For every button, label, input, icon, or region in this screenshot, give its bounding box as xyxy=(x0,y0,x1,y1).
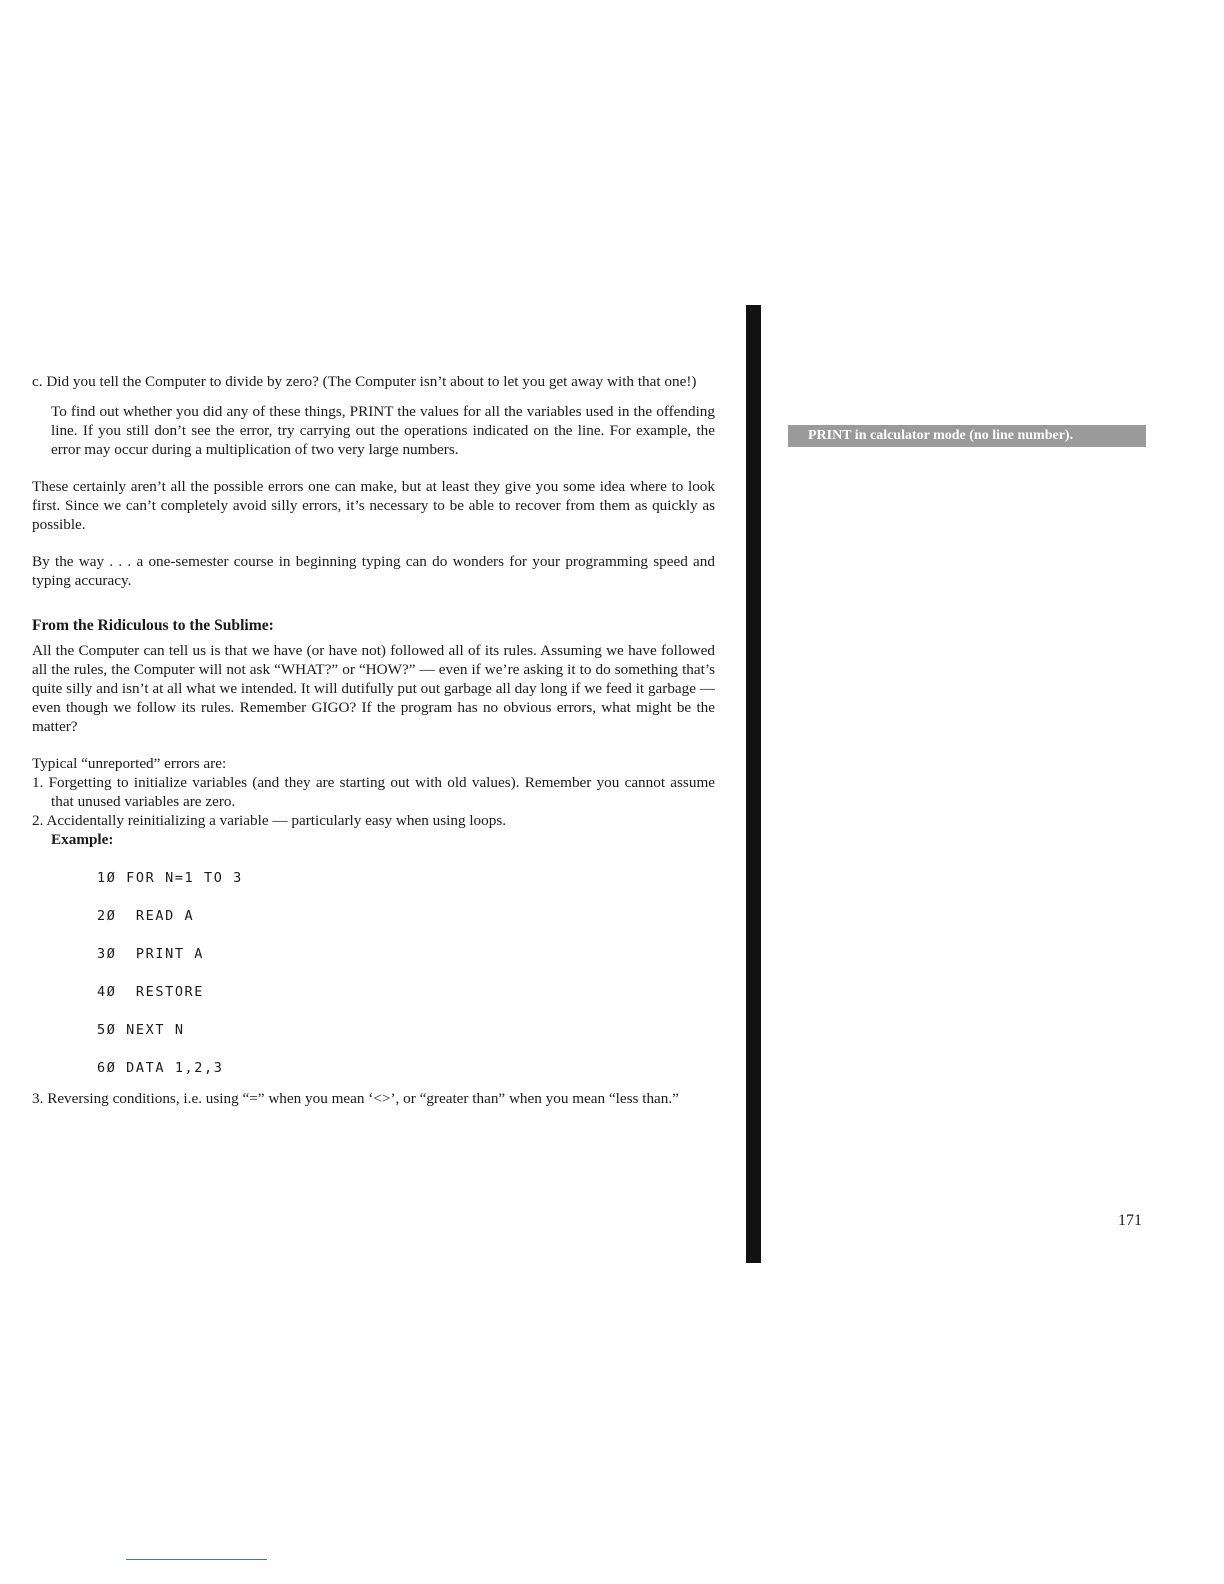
page-number: 171 xyxy=(1118,1212,1142,1229)
code-line: 2Ø READ A xyxy=(97,908,195,924)
code-line: 4Ø RESTORE xyxy=(97,984,205,1000)
code-line: 1Ø FOR N=1 TO 3 xyxy=(97,870,243,886)
list-item-2: 2. Accidentally reinitializing a variable — particularly easy when using loops. xyxy=(32,812,507,829)
code-listing xyxy=(97,859,715,1087)
footnote-rule xyxy=(126,1559,267,1560)
typical-errors-intro: Typical “unreported” errors are: xyxy=(32,755,227,772)
section-heading: From the Ridiculous to the Sublime: xyxy=(32,617,274,634)
example-label: Example: xyxy=(51,831,114,848)
vertical-rule xyxy=(746,305,761,1263)
code-line: 5Ø NEXT N xyxy=(97,1022,185,1038)
find-out-paragraph: To find out whether you did any of these things, PRINT the values for all the variables used in the offending line. If you still don’t see the error, try carrying out the operations indicated on the line. For example, the error may occur during a multiplication of two very large numbers. xyxy=(51,403,715,458)
item-c: c. Did you tell the Computer to divide by zero? (The Computer isn’t about to let you get away with that one!) xyxy=(32,373,697,390)
margin-note: PRINT in calculator mode (no line number). xyxy=(788,425,1146,447)
list-item-1: 1. Forgetting to initialize variables (and they are starting out with old values). Remember you cannot assume that unused variables are zero. xyxy=(32,774,715,810)
main-text-column xyxy=(32,372,715,1108)
code-line: 6Ø DATA 1,2,3 xyxy=(97,1060,224,1076)
rules-paragraph: All the Computer can tell us is that we have (or have not) followed all of its rules. Assuming we have followed all the rules, the Computer will not ask “WHAT?” or “HOW?” — even if we’re asking it to do something that’s quite silly and isn’t at all what we intended. It will dutifully put out garbage all day long if we feed it garbage — even though we follow its rules. Remember GIGO? If the program has no obvious errors, what might be the matter? xyxy=(32,642,715,735)
list-item-3: 3. Reversing conditions, i.e. using “=” when you mean ‘<>’, or “greater than” when you mean “less than.” xyxy=(32,1090,679,1107)
code-line: 3Ø PRINT A xyxy=(97,946,205,962)
errors-paragraph: These certainly aren’t all the possible errors one can make, but at least they give you some idea where to look first. Since we can’t completely avoid silly errors, it’s necessary to be able to recover from them as quickly as possible. xyxy=(32,478,715,533)
typing-paragraph: By the way . . . a one-semester course in beginning typing can do wonders for your programming speed and typing accuracy. xyxy=(32,553,715,589)
